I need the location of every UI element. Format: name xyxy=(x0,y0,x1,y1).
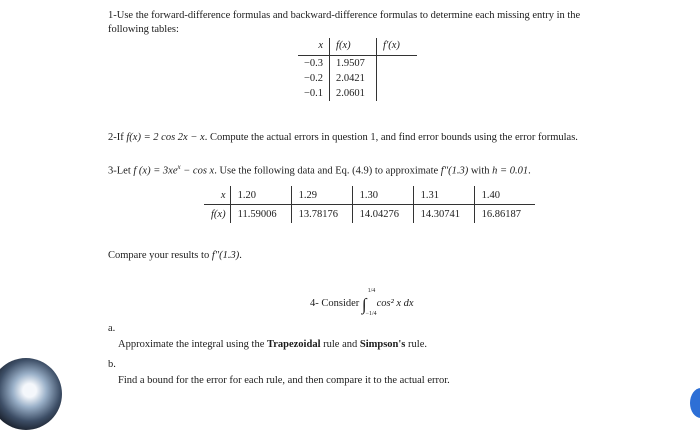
question-1-text: 1-Use the forward-difference formulas and backward-difference formulas to determine each missing entry in the following tables: xyxy=(108,10,581,36)
table-2-fx-row xyxy=(204,205,535,224)
table-1 xyxy=(298,38,417,101)
table-1-header xyxy=(298,38,417,56)
cell-fx: 11.59006 xyxy=(230,205,291,224)
cell-x: 1.20 xyxy=(230,186,291,205)
cell-fx: 2.0421 xyxy=(330,71,377,86)
row-label-x: x xyxy=(204,186,230,205)
cell-x: 1.30 xyxy=(352,186,413,205)
row-label-fx: f(x) xyxy=(211,208,226,220)
cell-fx: 1.9507 xyxy=(330,56,377,72)
cell-x: 1.40 xyxy=(474,186,535,205)
cell-fx: 14.30741 xyxy=(413,205,474,224)
integral-limits: 1/4 −1/4 xyxy=(365,288,377,317)
cell-fx: 2.0601 xyxy=(330,86,377,101)
table-row xyxy=(298,56,417,72)
table-2 xyxy=(204,186,535,223)
part-a-text: Approximate the integral using the Trapezoidal rule and Simpson's rule. xyxy=(118,339,427,350)
table-row xyxy=(298,71,417,86)
cell-fprime xyxy=(377,56,418,72)
header-fprime: f′(x) xyxy=(377,38,418,56)
cell-fx: 14.04276 xyxy=(352,205,413,224)
siri-orb-icon[interactable] xyxy=(0,358,62,430)
cell-x: −0.1 xyxy=(298,86,330,101)
part-a-label: a. xyxy=(108,323,116,334)
integral-symbol: ∫ xyxy=(361,295,367,314)
question-4-integral: 4- Consider ∫ 1/4 −1/4 cos² x dx xyxy=(310,288,414,317)
compare-text: Compare your results to f″(1.3). xyxy=(108,250,242,261)
cell-x: −0.3 xyxy=(298,56,330,72)
cell-fx: 13.78176 xyxy=(291,205,352,224)
cell-x: 1.29 xyxy=(291,186,352,205)
cell-fx: 16.86187 xyxy=(474,205,535,224)
question-3-text: 3-Let f $(x) = 3xe^x - \cos x$. Use the following data and Eq. (4.9) to approximate f″(1.3) with h = 0.01. xyxy=(108,163,531,177)
part-b-text: Find a bound for the error for each rule, and then compare it to the actual error. xyxy=(118,375,450,386)
header-x: x xyxy=(298,38,330,56)
header-fx: f(x) xyxy=(330,38,377,56)
cell-fprime xyxy=(377,86,418,101)
cell-x: 1.31 xyxy=(413,186,474,205)
cell-x: −0.2 xyxy=(298,71,330,86)
cell-fprime xyxy=(377,71,418,86)
table-row xyxy=(298,86,417,101)
table-2-x-row xyxy=(204,186,535,205)
part-b-label: b. xyxy=(108,359,116,370)
edge-button-icon[interactable] xyxy=(690,388,700,418)
question-2-text: 2-If f(x) = 2 cos 2x − x. Compute the actual errors in question 1, and find error bounds using the error formulas. xyxy=(108,132,578,143)
